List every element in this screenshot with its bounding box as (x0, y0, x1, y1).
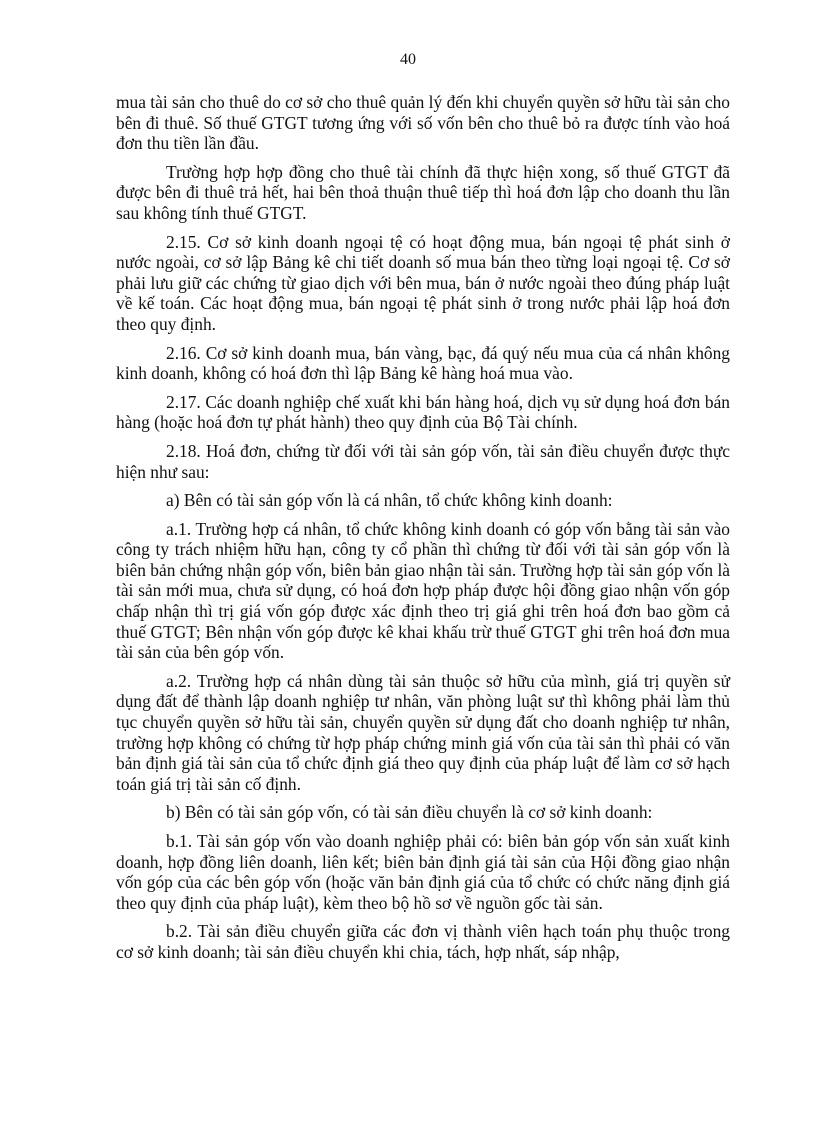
paragraph-2-17: 2.17. Các doanh nghiệp chế xuất khi bán hàng hoá, dịch vụ sử dụng hoá đơn bán hàng (hoặc hoá đơn tự phát hành) theo quy định của Bộ Tài chính. (116, 391, 730, 433)
paragraph-2-16: 2.16. Cơ sở kinh doanh mua, bán vàng, bạc, đá quý nếu mua của cá nhân không kinh doanh, không có hoá đơn thì lập Bảng kê hàng hoá mua vào. (116, 342, 730, 384)
paragraph-b-1: b.1. Tài sản góp vốn vào doanh nghiệp phải có: biên bản góp vốn sản xuất kinh doanh, hợp đồng liên doanh, liên kết; biên bản định giá tài sản của Hội đồng giao nhận vốn góp của các bên góp vốn (hoặc văn bản định giá của tổ chức có chức năng định giá theo quy định của pháp luật), kèm theo bộ hồ sơ về nguồn gốc tài sản. (116, 831, 730, 913)
paragraph-b: b) Bên có tài sản góp vốn, có tài sản điều chuyển là cơ sở kinh doanh: (166, 802, 653, 823)
paragraph-finance-lease-completed: Trường hợp hợp đồng cho thuê tài chính đã thực hiện xong, số thuế GTGT đã được bên đi thuê trả hết, hai bên thoả thuận thuê tiếp thì hoá đơn lập cho doanh thu lần sau không tính thuế GTGT. (116, 161, 730, 223)
paragraph-continuation: mua tài sản cho thuê do cơ sở cho thuê quản lý đến khi chuyển quyền sở hữu tài sản cho bên đi thuê. Số thuế GTGT tương ứng với số vốn bên cho thuê bỏ ra được tính vào hoá đơn thu tiền lần đầu. (116, 92, 730, 154)
document-body (116, 92, 730, 971)
paragraph-b-2: b.2. Tài sản điều chuyển giữa các đơn vị thành viên hạch toán phụ thuộc trong cơ sở kinh doanh; tài sản điều chuyển khi chia, tách, hợp nhất, sáp nhập, (116, 921, 730, 962)
page-number: 40 (400, 51, 416, 68)
paragraph-2-15: 2.15. Cơ sở kinh doanh ngoại tệ có hoạt động mua, bán ngoại tệ phát sinh ở nước ngoài, cơ sở lập Bảng kê chi tiết doanh số mua bán theo từng loại ngoại tệ. Cơ sở phải lưu giữ các chứng từ giao dịch với bên mua, bán ở nước ngoài theo đúng pháp luật về kế toán. Các hoạt động mua, bán ngoại tệ phát sinh ở trong nước phải lập hoá đơn theo quy định. (116, 231, 730, 334)
paragraph-2-18: 2.18. Hoá đơn, chứng từ đối với tài sản góp vốn, tài sản điều chuyển được thực hiện như sau: (116, 440, 730, 482)
paragraph-a: a) Bên có tài sản góp vốn là cá nhân, tổ chức không kinh doanh: (166, 490, 613, 511)
paragraph-a-1: a.1. Trường hợp cá nhân, tổ chức không kinh doanh có góp vốn bằng tài sản vào công ty trách nhiệm hữu hạn, công ty cổ phần thì chứng từ đối với tài sản góp vốn là biên bản chứng nhận góp vốn, biên bản giao nhận tài sản. Trường hợp tài sản góp vốn là tài sản mới mua, chưa sử dụng, có hoá đơn hợp pháp được hội đồng giao nhận vốn góp chấp nhận thì trị giá vốn góp được xác định theo trị giá ghi trên hoá đơn bao gồm cả thuế GTGT; Bên nhận vốn góp được kê khai khấu trừ thuế GTGT ghi trên hoá đơn mua tài sản của bên góp vốn. (116, 518, 730, 663)
paragraph-a-2: a.2. Trường hợp cá nhân dùng tài sản thuộc sở hữu của mình, giá trị quyền sử dụng đất để thành lập doanh nghiệp tư nhân, văn phòng luật sư thì không phải làm thủ tục chuyển quyền sở hữu tài sản, chuyển quyền sử dụng đất cho doanh nghiệp tư nhân, trường hợp không có chứng từ hợp pháp chứng minh giá vốn của tài sản thì phải có văn bản định giá tài sản của tổ chức định giá theo quy định của pháp luật để làm cơ sở hạch toán giá trị tài sản cố định. (116, 670, 730, 794)
